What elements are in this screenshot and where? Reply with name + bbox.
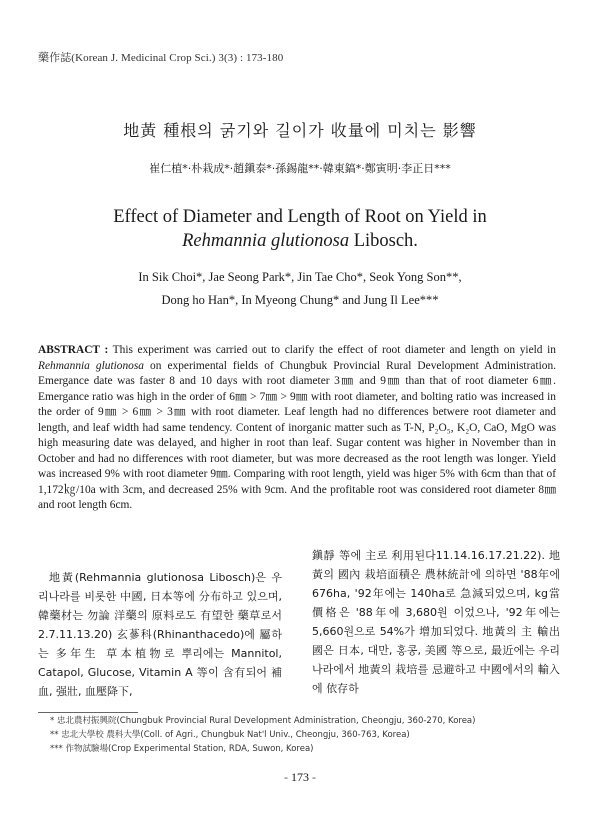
footnote-3: *** 作物試驗場(Crop Experimental Station, RDA, Suwon, Korea) bbox=[50, 744, 314, 754]
page-number-line: - 173 - bbox=[284, 770, 316, 784]
species-author: Libosch. bbox=[349, 231, 418, 251]
footnote-divider bbox=[38, 712, 138, 713]
english-authors-line1: In Sik Choi*, Jae Seong Park*, Jin Tae Cho*, Seok Yong Son**, bbox=[138, 270, 462, 284]
page-number: 173 bbox=[291, 770, 309, 784]
body-left-column: 地黃(Rehmannia glutionosa Libosch)은 우리나라를 비롯한 中國, 日本等에 分布하고 있으며, 韓藥材는 勿論 洋藥의 原料로도 有望한 藥草로서2.7.11.13.20) 玄蔘科(Rhinanthacedo)에 屬하는 多年生 草本植物로 뿌리에는 Mannitol, Catapol, Glucose, Vitamin A 等이 含有되어 補血, 强壯, 血壓降下, bbox=[38, 571, 282, 698]
abstract-text-1: This experiment was carried out to clarify the effect of root diameter and length on yield in bbox=[108, 344, 556, 356]
species-name: Rehmannia glutionosa bbox=[182, 231, 350, 251]
english-title-line1: Effect of Diameter and Length of Root on Yield in bbox=[113, 207, 487, 227]
english-authors bbox=[0, 266, 600, 312]
footnotes bbox=[50, 714, 475, 756]
body-right-column: 鎭靜 等에 主로 利用된다11.14.16.17.21.22). 地黃의 國內 栽培面積은 農林統計에 의하면 '88年에 676ha, '92年에는 140ha로 急減되었으며, kg當 價格은 '88年에 3,680원 이었으나, '92年에는 5,660원으로 54%가 增加되었다. 地黃의 主 輸出國은 日本, 대만, 홍콩, 美國 等으로, 最近에는 우리나라에서 地黃의 栽培를 忌避하고 中國에서의 輸入에 依存하 bbox=[312, 549, 560, 695]
footnote-2: ** 忠北大學校 農科大學(Coll. of Agri., Chungbuk Nat'l Univ., Cheongju, 360-763, Korea) bbox=[50, 730, 410, 740]
footnote-1: * 忠北農村振興院(Chungbuk Provincial Rural Development Administration, Cheongju, 360-270, Korea) bbox=[50, 716, 476, 726]
korean-title: 地黃 種根의 굵기와 길이가 收量에 미치는 影響 bbox=[123, 121, 477, 140]
abstract-label: ABSTRACT : bbox=[38, 344, 109, 356]
abstract-text-2: on experimental fields of Chungbuk Provincial Rural Development Administration. Emergance date was faster 8 and 10 days with root diameter 3㎜ and 9㎜ than that of root diameter 6㎜. Emergance ratio was high in the order of 6㎜ > 7㎜ > 9㎜ with root diameter, and bolting ratio was increased in the order of 9㎜ > 6㎜ > 3㎜ with root diameter. Leaf length had no differences betwere root diameter and length, and leaf width had same tendency. Content of inorganic matter such as T-N, P₂O₅, K₂O, CaO, MgO was high measuring date was delayed, and higher in root than leaf. Sugar content was higher in November than in October and had no differences with root diameter, but was more decreased as the root length was longer. Yield was increased 9% with root diameter 9㎜. Comparing with root length, yield was higer 5% with 6cm than that of 1,172㎏/10a with 3cm, and decreased 25% with 9cm. And the profitable root was considered root diameter 8㎜ and root length 6cm. bbox=[38, 359, 557, 511]
abstract bbox=[38, 343, 556, 514]
korean-authors: 崔仁植*·朴栽成*·趙鎭泰*·孫錫龍**·韓東鎬*·鄭寅明·李正日*** bbox=[149, 162, 451, 175]
english-authors-line2: Dong ho Han*, In Myeong Chung* and Jung Il Lee*** bbox=[161, 293, 439, 307]
abstract-species: Rehmannia glutionosa bbox=[38, 359, 145, 372]
english-title-line2 bbox=[0, 229, 600, 253]
journal-header: 藥作誌(Korean J. Medicinal Crop Sci.) 3(3) : 173-180 bbox=[38, 52, 284, 64]
english-title bbox=[0, 205, 600, 253]
